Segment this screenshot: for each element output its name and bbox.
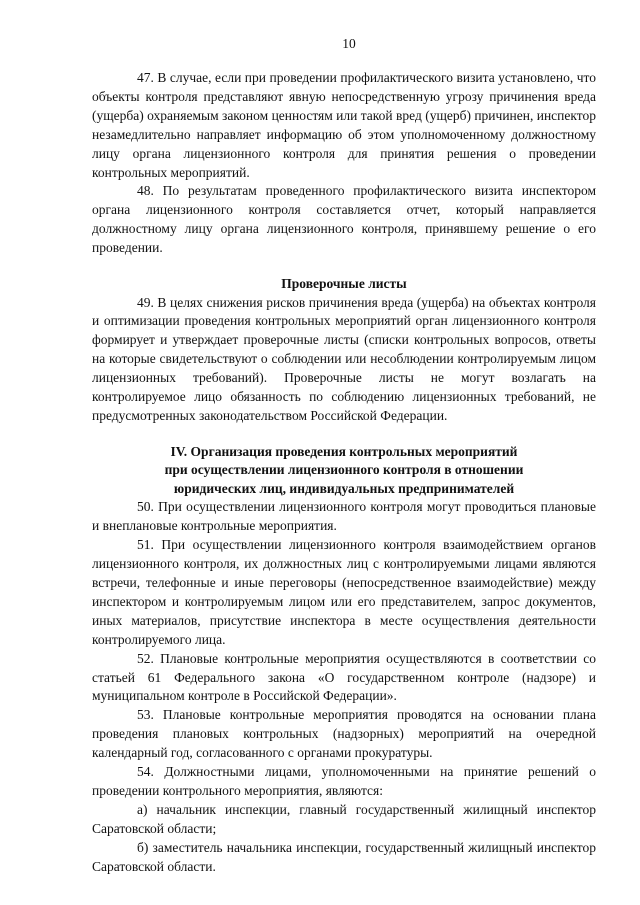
section-heading-line-1: IV. Организация проведения контрольных мероприятий (170, 443, 518, 459)
list-item-b: б) заместитель начальника инспекции, государственный жилищный инспектор Саратовской области. (92, 839, 596, 874)
heading-checklists: Проверочные листы (281, 276, 407, 292)
paragraph-51: 51. При осуществлении лицензионного контроля взаимодействием органов лицензионного контроля, их должностных лиц с контролируемыми лицами являются встречи, телефонные и иные переговоры (непосредственное взаимодействие) между инспектором и контролируемым лицом или его представителем, запрос документов, иных материалов, присутствие инспектора в месте осуществления деятельности контролируемого лица. (92, 537, 596, 647)
paragraph-48: 48. По результатам проведенного профилактического визита инспектором органа лицензионного контроля составляется отчет, который направляется должностному лицу органа лицензионного контроля, принявшему решение о его проведении. (92, 183, 596, 256)
paragraph-49: 49. В целях снижения рисков причинения вреда (ущерба) на объектах контроля и оптимизации проведения контрольных мероприятий орган лицензионного контроля формирует и утверждает проверочные листы (списки контрольных вопросов, ответы на которые свидетельствуют о соблюдении или несоблюдении контролируемым лицом лицензионных требований). Проверочные листы не могут возлагать на контролируемое лицо обязанность по соблюдению лицензионных требований, не предусмотренных законодательством Российской Федерации. (92, 294, 596, 423)
section-heading-line-2: при осуществлении лицензионного контроля в отношении (164, 462, 524, 478)
paragraph-53: 53. Плановые контрольные мероприятия проводятся на основании плана проведения плановых контрольных (надзорных) мероприятий на очередной календарный год, согласованного с органами прокуратуры. (92, 707, 596, 761)
page-number: 10 (342, 36, 356, 51)
list-item-a: а) начальник инспекции, главный государственный жилищный инспектор Саратовской области; (92, 801, 596, 836)
paragraph-47: 47. В случае, если при проведении профилактического визита установлено, что объекты контроля представляют явную непосредственную угрозу причинения вреда (ущерба) охраняемым законом ценностям или такой вред (ущерб) причинен, инспектор незамедлительно направляет информацию об этом уполномоченному должностному лицу органа лицензионного контроля для принятия решения о проведении контрольных мероприятий. (92, 70, 596, 180)
section-heading-line-3: юридических лиц, индивидуальных предпринимателей (173, 480, 515, 496)
paragraph-50: 50. При осуществлении лицензионного контроля могут проводиться плановые и внеплановые контрольные мероприятия. (92, 499, 596, 534)
paragraph-52: 52. Плановые контрольные мероприятия осуществляются в соответствии со статьей 61 Федерального закона «О государственном контроле (надзоре) и муниципальном контроле в Российской Федерации». (92, 650, 596, 704)
section-heading-iv (92, 443, 596, 499)
paragraph-54: 54. Должностными лицами, уполномоченными на принятие решений о проведении контрольного мероприятия, являются: (92, 764, 596, 798)
